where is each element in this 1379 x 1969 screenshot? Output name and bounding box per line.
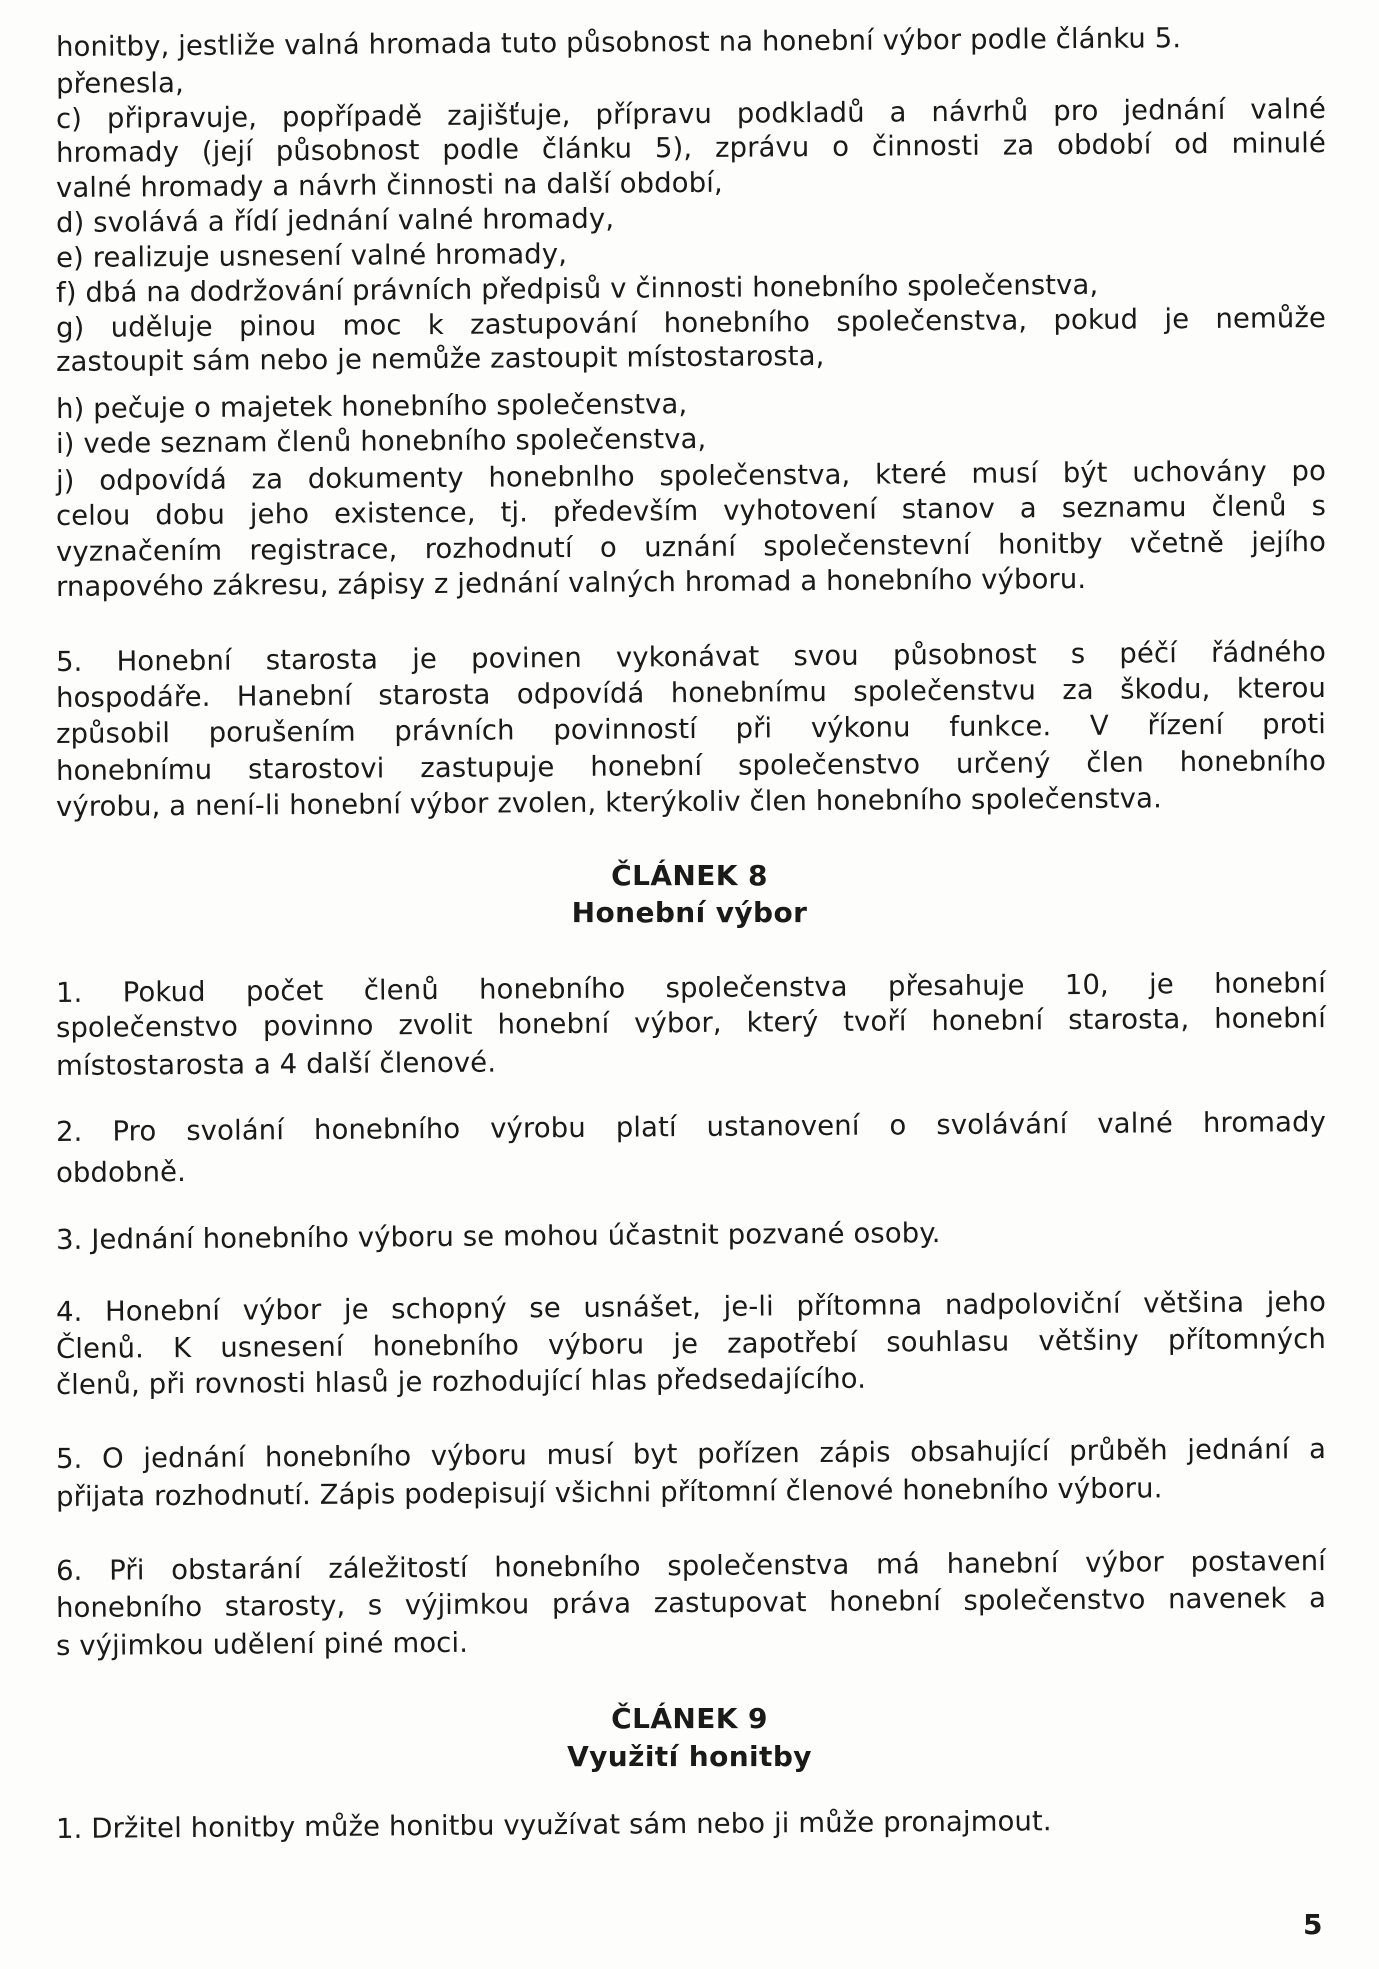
- text-line: 3. Jednání honebního výboru se mohou účastnit pozvané osoby.: [55, 1217, 941, 1256]
- text-line: 1. Držitel honitby může honitbu využívat sám nebo ji může pronajmout.: [55, 1805, 1052, 1845]
- text-line: 1. Pokud počet členů honebního společenstva přesahuje 10, je honební: [55, 967, 1327, 1009]
- text-line: 6. Při obstarání záležitostí honebního společenstva má hanební výbor postavení: [55, 1545, 1327, 1587]
- text-line: hospodáře. Hanební starosta odpovídá honebnímu společenstvu za škodu, kterou: [55, 672, 1327, 714]
- text-line: způsobil porušením právních povinností při výkonu funkce. V řízení proti: [55, 708, 1327, 750]
- text-line: honebního starosty, s výjimkou práva zastupovat honební společenstvo navenek a: [55, 1582, 1327, 1624]
- text-line: celou dobu jeho existence, tj. především vyhotovení stanov a seznamu členů s: [55, 490, 1327, 532]
- article-title: Využití honitby: [567, 1740, 812, 1773]
- page-number: 5: [1303, 1908, 1323, 1941]
- text-line: společenstvo povinno zvolit honební výbor, který tvoří honební starosta, honební: [55, 1002, 1327, 1044]
- article-title: Honební výbor: [571, 896, 808, 929]
- article-number: ČLÁNEK 8: [611, 859, 768, 892]
- text-line: f) dbá na dodržování právních předpisů v činnosti honebního společenstva,: [55, 268, 1099, 309]
- text-line: e) realizuje usnesení valné hromady,: [55, 237, 568, 274]
- text-line: obdobně.: [55, 1155, 187, 1189]
- text-line: c) připravuje, popřípadě zajišťuje, přípravu podkladů a návrhů pro jednání valné: [55, 93, 1327, 135]
- text-line: Členů. K usnesení honebního výboru je zapotřebí souhlasu většiny přítomných: [55, 1323, 1327, 1365]
- text-line: místostarosta a 4 další členové.: [55, 1046, 497, 1082]
- text-line: 2. Pro svolání honebního výrobu platí ustanovení o svolávání valné hromady: [55, 1106, 1327, 1148]
- text-line: g) uděluje pinou moc k zastupování honebního společenstva, pokud je nemůže: [55, 302, 1327, 344]
- text-line: rnapového zákresu, zápisy z jednání valných hromad a honebního výboru.: [55, 562, 1087, 603]
- text-line: výrobu, a není-li honební výbor zvolen, kterýkoliv člen honebního společenstva.: [55, 782, 1163, 823]
- text-line: zastoupit sám nebo je nemůže zastoupit místostarosta,: [55, 339, 825, 378]
- text-line: d) svolává a řídí jednání valné hromady,: [55, 202, 615, 239]
- text-line: valné hromady a návrh činnosti na další období,: [55, 166, 723, 204]
- text-line: honitby, jestliže valná hromada tuto působnost na honební výbor podle článku 5.: [55, 22, 1182, 63]
- text-line: s výjimkou udělení piné moci.: [55, 1626, 469, 1662]
- text-line: hromady (její působnost podle článku 5), zprávu o činnosti za období od minulé: [55, 127, 1327, 169]
- text-line: 5. Honební starosta je povinen vykonávat svou působnost s péčí řádného: [55, 636, 1327, 678]
- text-line: přijata rozhodnutí. Zápis podepisují všichni přítomní členové honebního výboru.: [55, 1472, 1163, 1513]
- text-line: h) pečuje o majetek honebního společenstva,: [55, 388, 688, 425]
- text-line: členů, při rovnosti hlasů je rozhodující hlas předsedajícího.: [55, 1362, 867, 1401]
- text-line: 4. Honební výbor je schopný se usnášet, je-li přítomna nadpoloviční většina jeho: [55, 1286, 1327, 1328]
- text-line: j) odpovídá za dokumenty honebnlho společenstva, které musí být uchovány po: [55, 455, 1327, 497]
- text-line: přenesla,: [55, 66, 185, 100]
- text-line: vyznačením registrace, rozhodnutí o uznání společenstevní honitby včetně jejího: [55, 526, 1327, 568]
- text-line: 5. O jednání honebního výboru musí byt pořízen zápis obsahující průběh jednání a: [55, 1433, 1327, 1475]
- article-number: ČLÁNEK 9: [611, 1702, 768, 1735]
- text-line: i) vede seznam členů honebního společenstva,: [55, 422, 707, 460]
- text-line: honebnímu starostovi zastupuje honební společenstvo určený člen honebního: [55, 745, 1327, 787]
